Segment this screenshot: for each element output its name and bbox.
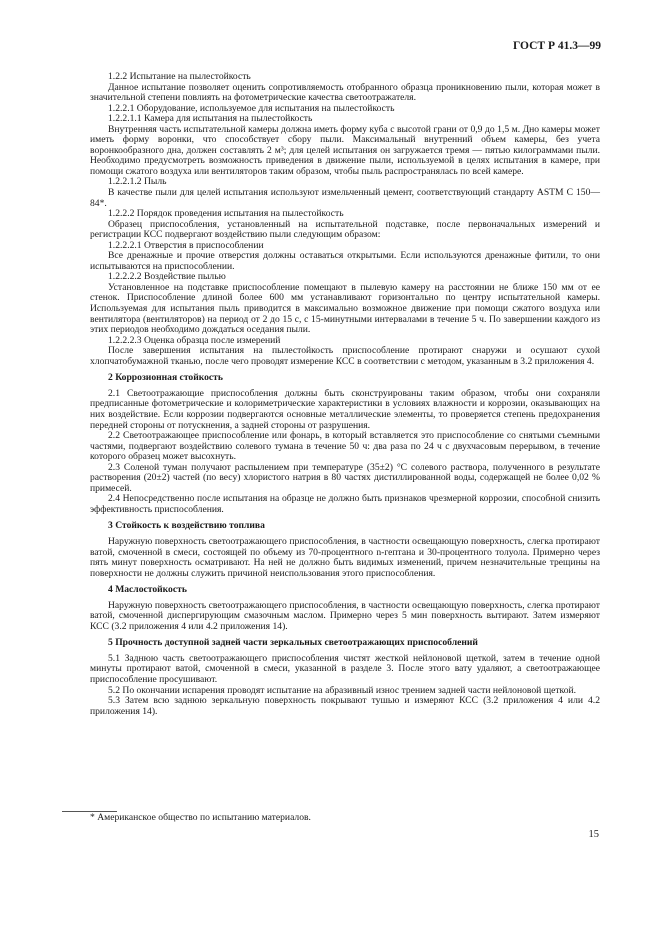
- section-heading: 2 Коррозионная стойкость: [108, 372, 223, 384]
- subsection-heading: 1.2.2.1 Оборудование, используемое для испытания на пылестойкость: [108, 102, 395, 114]
- page-number: 15: [588, 829, 599, 840]
- paragraph: Установленное на подставке приспособление помещают в пылевую камеру на расстоянии не ближе 150 мм от ее стенок. Приспособление длиной более 600 мм устанавливают горизонтально по центру испытательной камеры. Используемая для испытания пыль приводится в максимально возможное движение при помощи сжатого воздуха или вентилятора (вентиляторов) на период от 2 до 15 с, с 15-минутными интервалами в течение 5 ч. По завершении каждого из этих периодов необходимо дождаться оседания пыли.: [90, 281, 600, 336]
- section-heading: 5 Прочность доступной задней части зеркальных светоотражающих приспособлений: [108, 637, 478, 649]
- subsection-heading: 1.2.2.1.1 Камера для испытания на пылестойкость: [108, 113, 313, 125]
- paragraph: 2.2 Светоотражающее приспособление или фонарь, в который вставляется это приспособление со снятыми съемными частями, подвергают воздействию солевого тумана в течение 50 ч: два раза по 24 ч с двухчасовым перерывом, в течение которого образец может высохнуть.: [90, 430, 600, 463]
- subsection-heading: 1.2.2.2.2 Воздействие пылью: [108, 271, 226, 283]
- paragraph: 5.3 Затем всю заднюю зеркальную поверхность покрывают тушью и измеряют КСС (3.2 приложения 4 или 4.2 приложения 14).: [90, 695, 600, 717]
- paragraph: Наружную поверхность светоотражающего приспособления, в частности освещающую поверхность, слегка протирают ватой, смоченной в смеси, состоящей по объему из 70-процентного n-гептана и 30-процентного толуола. Примерно через пять минут поверхность осматривают. На ней не должно быть видимых изменений, причем незначительные трещины на поверхности не должны служить причиной неиспользования этого приспособления.: [90, 535, 600, 579]
- paragraph: После завершения испытания на пылестойкость приспособление протирают снаружи и осушают сухой хлопчатобумажной тканью, после чего проводят измерение КСС в соответствии с методом, указанным в 3.2 приложения 4.: [90, 345, 600, 367]
- document-body: [90, 72, 600, 717]
- paragraph: 2.4 Непосредственно после испытания на образце не должно быть признаков чрезмерной коррозии, способной снизить эффективность приспособления.: [90, 493, 600, 515]
- paragraph: Образец приспособления, установленный на испытательной подставке, после первоначальных измерений и регистрации КСС подвергают воздействию пыли следующим образом:: [90, 218, 600, 241]
- paragraph: 2.1 Светоотражающие приспособления должны быть сконструированы таким образом, чтобы они сохраняли предписанные фотометрические и колориметрические характеристики в условиях влажности и коррозии, оказывающих на них воздействие. Если коррозии подвергаются основные металлические элементы, то проверяется степень предохранения передней стороны от потускнения, а задней стороны от разрушения.: [90, 387, 600, 431]
- paragraph: Все дренажные и прочие отверстия должны оставаться открытыми. Если используются дренажные фитили, то они испытываются на приспособлении.: [90, 250, 600, 272]
- paragraph: Внутренняя часть испытательной камеры должна иметь форму куба с высотой грани от 0,9 до 1,5 м. Дно камеры может иметь форму воронки, что способствует сбору пыли. Максимальный внутренний объем камеры, без учета воронкообразного дна, должен составлять 2 м³; для целей испытания он загружается тремя — пятью килограммами пыли. Необходимо предусмотреть возможность приведения в движение пыли, используемой в целях испытания в камере, при помощи сжатого воздуха или вентиляторов таким образом, чтобы пыль распространялась по всей камере.: [90, 123, 600, 177]
- paragraph: 2.3 Соленой туман получают распылением при температуре (35±2) °С солевого раствора, полученного в результате растворения (20±2) частей (по весу) хлористого натрия в 80 частях дистиллированной воды, содержащей не более 0,02 % примесей.: [90, 461, 600, 494]
- subsection-heading: 1.2.2.1.2 Пыль: [108, 176, 167, 188]
- footnote: * Американское общество по испытанию материалов.: [90, 812, 311, 823]
- paragraph: Наружную поверхность светоотражающего приспособления, в частности освещающую поверхность, слегка протирают ватой, смоченной диспергирующим смазочным маслом. Примерно через 5 мин поверхность вытирают. Затем измеряют КСС (3.2 приложения 4 или 4.2 приложения 14).: [90, 599, 600, 632]
- paragraph: 5.1 Заднюю часть светоотражающего приспособления чистят жесткой нейлоновой щеткой, затем в течение одной минуты протирают ватой, смоченной в смеси, указанной в разделе 3. После этого вату удаляют, а светоотражающее приспособление просушивают.: [90, 652, 600, 685]
- subsection-heading: 1.2.2 Испытание на пылестойкость: [108, 71, 251, 82]
- section-heading: 4 Маслостойкость: [108, 584, 187, 596]
- subsection-heading: 1.2.2.2 Порядок проведения испытания на пылестойкость: [108, 208, 344, 220]
- paragraph: Данное испытание позволяет оценить сопротивляемость отобранного образца проникновению пыли, которая может в значительной степени повлиять на фотометрические качества светоотражателя.: [90, 81, 600, 104]
- section-heading: 3 Стойкость к воздействию топлива: [108, 520, 265, 532]
- subsection-heading: 1.2.2.2.3 Оценка образца после измерений: [108, 334, 281, 346]
- paragraph: В качестве пыли для целей испытания используют измельченный цемент, соответствующий стандарту ASTM C 150—84*.: [90, 187, 600, 209]
- paragraph: 5.2 По окончании испарения проводят испытание на абразивный износ трением задней части нейлоновой щеткой.: [108, 684, 577, 696]
- subsection-heading: 1.2.2.2.1 Отверстия в приспособлении: [108, 239, 264, 251]
- standard-header: ГОСТ Р 41.3—99: [513, 40, 601, 52]
